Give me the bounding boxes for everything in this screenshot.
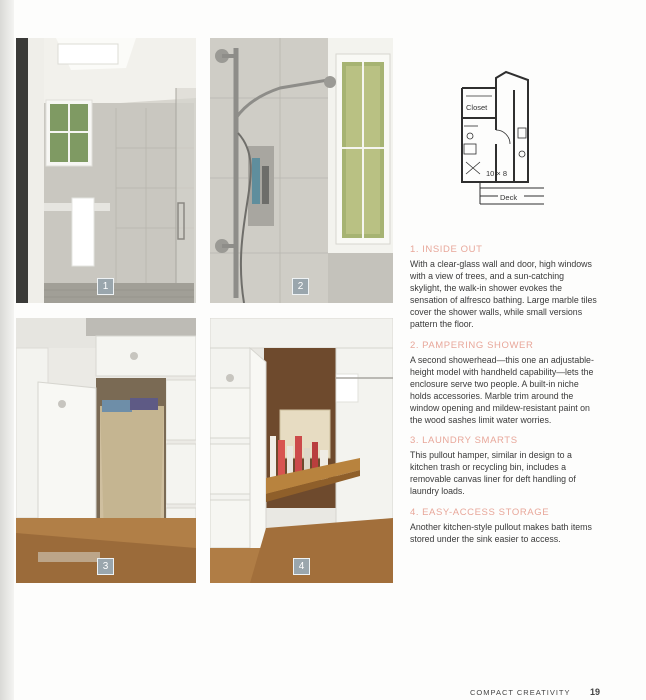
photo-shower-fixtures (210, 38, 393, 303)
caption-4 (410, 507, 598, 545)
fixtures-illustration (210, 38, 393, 303)
floor-plan-deck-label: Deck (500, 193, 518, 202)
photo-number-badge: 3 (97, 558, 114, 575)
page-gutter-shadow (0, 0, 14, 700)
caption-column (410, 244, 598, 554)
caption-body: A second showerhead—this one an adjustable-height model with handheld capability—lets the enclosure serve two people. A built-in niche holds accessories. Marble trim around the window opening and mildew-resistant paint on the wood sashes limit water worries. (410, 354, 594, 426)
pullout-illustration (210, 318, 393, 583)
caption-number: 2. (410, 339, 420, 351)
floor-plan (456, 70, 546, 210)
floor-plan-drawing (456, 70, 546, 210)
floor-plan-dimension-label: 10 × 8 (486, 169, 508, 178)
caption-heading (410, 435, 598, 447)
photo-under-sink-pullout (210, 318, 393, 583)
caption-body: This pullout hamper, similar in design to a kitchen trash or recycling bin, includes a removable canvas liner for deft handling of laundry loads. (410, 450, 576, 497)
caption-title: EASY-ACCESS STORAGE (422, 506, 550, 518)
floor-plan-closet-label: Closet (466, 103, 488, 112)
caption-number: 4. (410, 506, 420, 518)
caption-title: INSIDE OUT (422, 244, 483, 255)
caption-heading (410, 507, 598, 519)
caption-body: Another kitchen-style pullout makes bath items stored under the sink easier to access. (410, 521, 592, 544)
hamper-illustration (16, 318, 196, 583)
photo-number-badge: 2 (292, 278, 309, 295)
caption-2 (410, 340, 598, 427)
photo-laundry-hamper (16, 318, 196, 583)
caption-title: LAUNDRY SMARTS (422, 435, 518, 447)
photo-walk-in-shower (16, 38, 196, 303)
photo-number-badge: 4 (293, 558, 310, 575)
page-footer (470, 688, 600, 697)
caption-number: 3. (410, 435, 420, 447)
caption-title: PAMPERING SHOWER (422, 339, 534, 351)
caption-1 (410, 244, 598, 331)
photo-number-badge: 1 (97, 278, 114, 295)
caption-heading (410, 244, 598, 256)
caption-number: 1. (410, 244, 420, 255)
caption-heading (410, 340, 598, 352)
caption-3 (410, 435, 598, 497)
page-number: 19 (589, 687, 600, 697)
caption-body: With a clear-glass wall and door, high windows with a view of trees, and a sun-catching skylight, the walk-in shower evokes the sensation of alfresco bathing. Large marble tiles cover the shower walls, while small versions pattern the floor. (410, 259, 597, 330)
footer-section-title: COMPACT CREATIVITY (470, 688, 571, 697)
shower-illustration (16, 38, 196, 303)
